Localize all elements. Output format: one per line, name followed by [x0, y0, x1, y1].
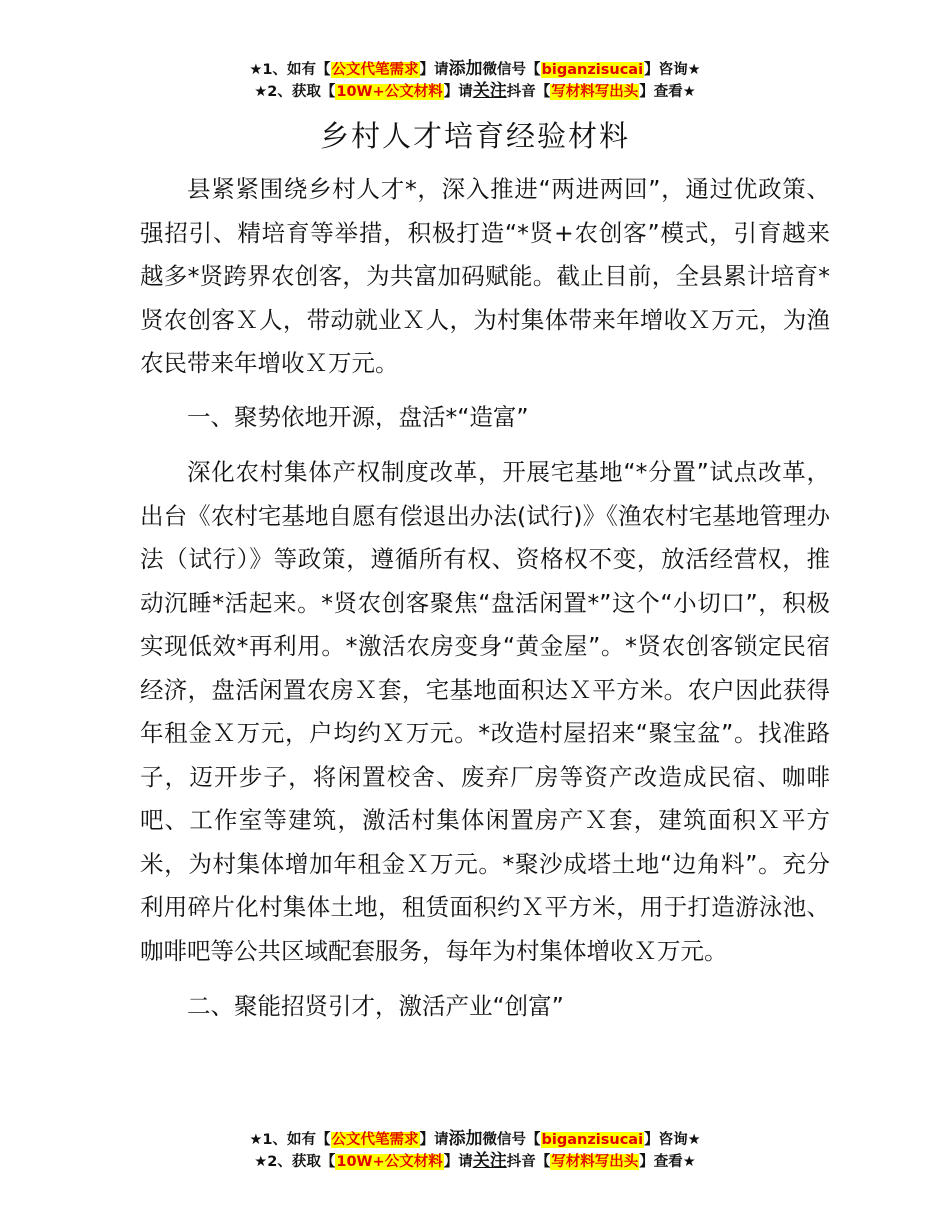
document-body	[140, 168, 830, 1029]
banner-highlight: 10W+公文材料	[336, 1154, 443, 1170]
banner-text: 】咨询★	[644, 62, 701, 78]
intro-paragraph: 县紧紧围绕乡村人才*，深入推进“两进两回”，通过优政策、强招引、精培育等举措，积极打造“*贤+农创客”模式，引育越来越多*贤跨界农创客，为共富加码赋能。截止目前，全县累计培育*贤农创客Ｘ人，带动就业Ｘ人，为村集体带来年增收Ｘ万元，为渔农民带来年增收Ｘ万元。	[140, 175, 830, 377]
banner-highlight: 公文代笔需求	[331, 1132, 419, 1148]
banner-text: 】查看★	[639, 84, 696, 100]
section-2-heading: 二、聚能招贤引才，激活产业“创富”	[187, 992, 564, 1020]
banner-text: 微信号【	[482, 62, 541, 78]
banner-text: 】请	[419, 62, 449, 78]
banner-emphasis: 关注	[472, 81, 507, 101]
banner-text: 抖音【	[506, 1154, 551, 1170]
section-1-paragraph: 深化农村集体产权制度改革，开展宅基地“*分置”试点改革，出台《农村宅基地自愿有偿退出办法(试行)》《渔农村宅基地管理办法（试行）》等政策，遵循所有权、资格权不变，放活经营权，推动沉睡*活起来。*贤农创客聚焦“盘活闲置*”这个“小切口”，积极实现低效*再利用。*激活农房变身“黄金屋”。*贤农创客锁定民宿经济，盘活闲置农房Ｘ套，宅基地面积达Ｘ平方米。农户因此获得年租金Ｘ万元，户均约Ｘ万元。*改造村屋招来“聚宝盆”。找准路子，迈开步子，将闲置校舍、废弃厂房等资产改造成民宿、咖啡吧、工作室等建筑，激活村集体闲置房产Ｘ套，建筑面积Ｘ平方米，为村集体增加年租金Ｘ万元。*聚沙成塔土地“边角料”。充分利用碎片化村集体土地，租赁面积约Ｘ平方米，用于打造游泳池、咖啡吧等公共区域配套服务，每年为村集体增收Ｘ万元。	[140, 458, 830, 965]
banner-text: 微信号【	[482, 1132, 541, 1148]
banner-highlight: 公文代笔需求	[331, 62, 419, 78]
banner-highlight: biganzisucai	[541, 1132, 644, 1148]
header-banner	[0, 58, 950, 102]
banner-emphasis: 添加	[448, 59, 483, 79]
banner-highlight: biganzisucai	[541, 62, 644, 78]
banner-text: 】咨询★	[644, 1132, 701, 1148]
banner-line-1	[0, 1128, 950, 1150]
banner-text: 抖音【	[506, 84, 551, 100]
document-title: 乡村人才培育经验材料	[319, 119, 630, 153]
banner-text: 】请	[443, 1154, 473, 1170]
banner-text: ★2、获取【	[254, 1154, 336, 1170]
banner-text: 】请	[443, 84, 473, 100]
banner-text: ★1、如有【	[249, 1132, 331, 1148]
footer-banner	[0, 1128, 950, 1172]
banner-emphasis: 关注	[472, 1151, 507, 1171]
section-1-heading: 一、聚势依地开源，盘活*“造富”	[187, 402, 529, 431]
banner-highlight: 写材料写出头	[551, 84, 639, 100]
banner-highlight: 写材料写出头	[551, 1154, 639, 1170]
banner-emphasis: 添加	[448, 1129, 483, 1149]
banner-text: ★2、获取【	[254, 84, 336, 100]
banner-line-2	[0, 80, 950, 102]
banner-text: 】请	[419, 1132, 449, 1148]
banner-text: ★1、如有【	[249, 62, 331, 78]
banner-line-2	[0, 1150, 950, 1172]
banner-highlight: 10W+公文材料	[336, 84, 443, 100]
banner-text: 】查看★	[639, 1154, 696, 1170]
banner-line-1	[0, 58, 950, 80]
